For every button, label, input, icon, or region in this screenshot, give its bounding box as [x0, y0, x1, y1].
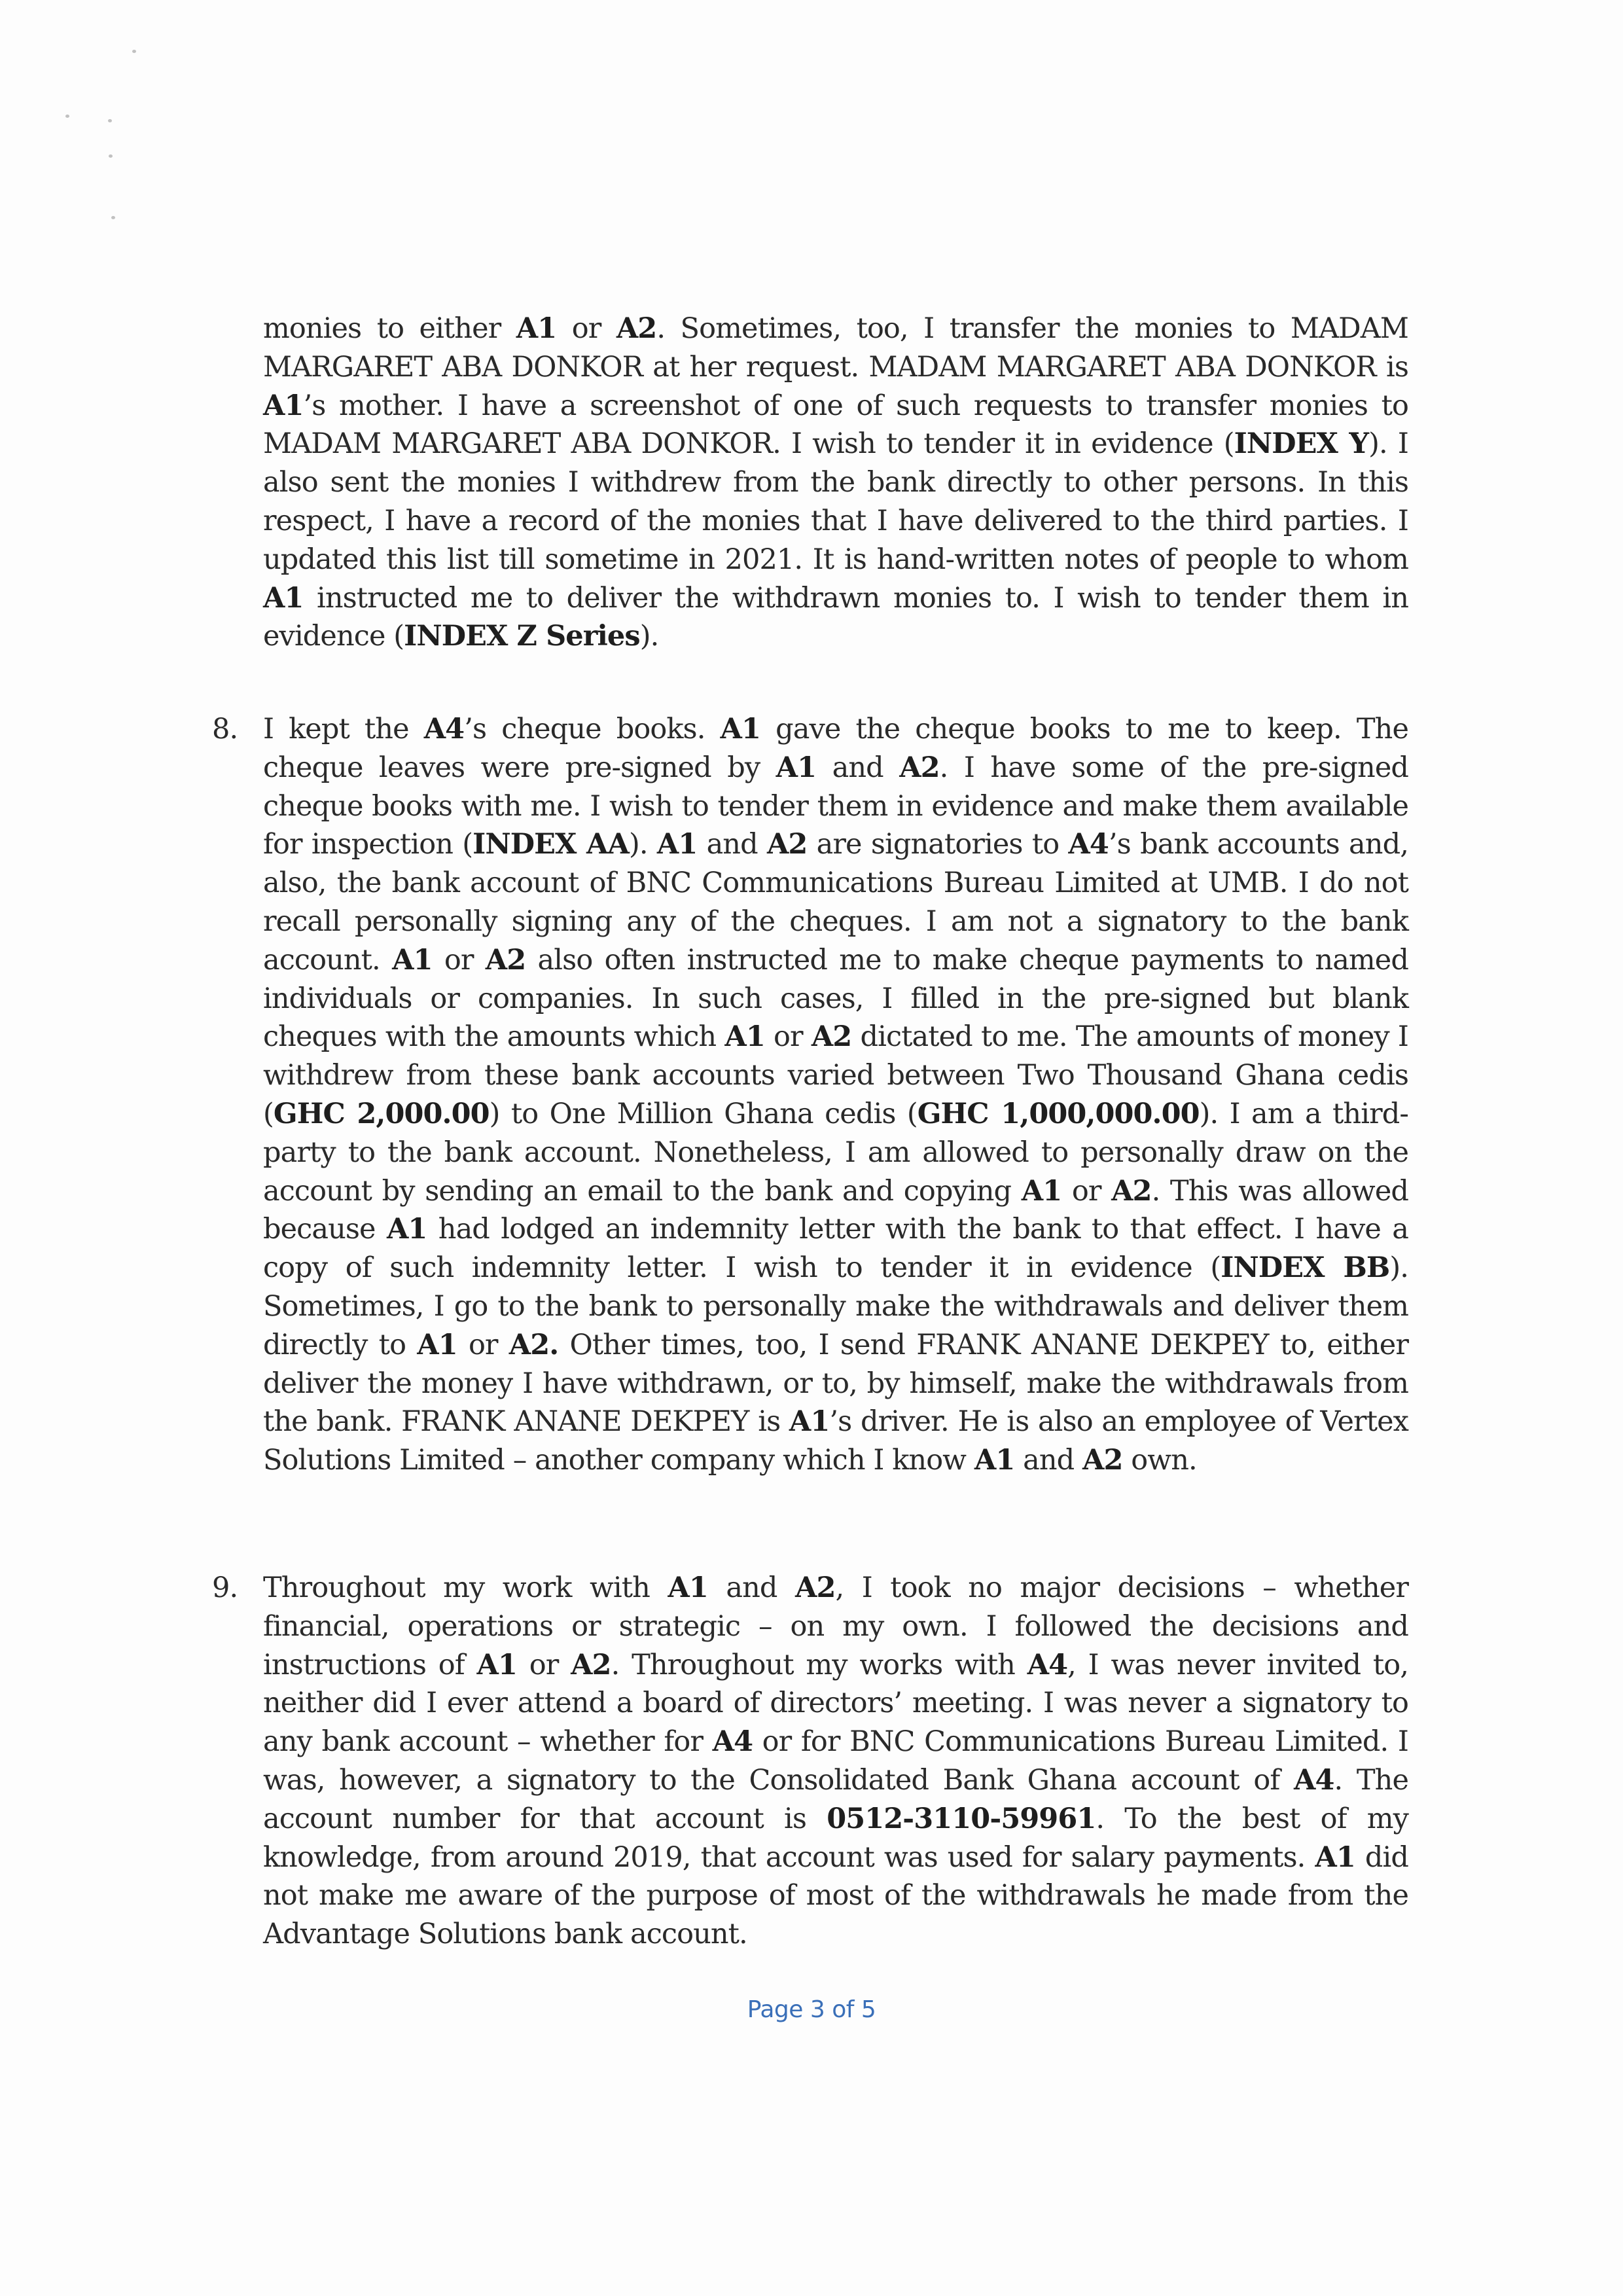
- bold-reference: INDEX BB: [1221, 1251, 1390, 1285]
- bold-reference: A2: [766, 828, 808, 861]
- scan-speck: [108, 119, 112, 122]
- item-number: 8.: [212, 713, 238, 745]
- bold-reference: INDEX Z Series: [404, 620, 640, 653]
- bold-reference: INDEX Y: [1234, 427, 1369, 461]
- bold-reference: A2: [899, 751, 940, 784]
- bold-reference: A1: [516, 312, 557, 345]
- bold-reference: A1: [656, 828, 698, 861]
- bold-reference: A1: [668, 1571, 708, 1604]
- bold-reference: A2: [571, 1648, 611, 1681]
- numbered-item-9: [212, 1569, 1409, 1954]
- bold-reference: A1: [263, 581, 304, 615]
- bold-reference: A1: [789, 1405, 830, 1439]
- bold-reference: A4: [1068, 828, 1109, 861]
- bold-reference: A2: [811, 1020, 852, 1054]
- bold-reference: A2: [485, 943, 526, 977]
- bold-reference: A4: [1027, 1648, 1068, 1681]
- paragraph-text: Throughout my work with A1 and A2, I took no major decisions – whether financial, operations or strategic – on my own. I followed the decisions and instructions of A1 or A2. Throughout my works with A4, I was never invited to, neither did I ever attend a board of directors’ meeting. I was never a signatory to any bank account – whether for A4 or for BNC Communications Bureau Limited. I was, however, a signatory to the Consolidated Bank Ghana account of A4. The account number for that account is 0512-3110-59961. To the best of my knowledge, from around 2019, that account was used for salary payments. A1 did not make me aware of the purpose of most of the withdrawals he made from the Advantage Solutions bank account.: [263, 1571, 1409, 1951]
- item-number: 9.: [212, 1571, 238, 1604]
- bold-reference: A1: [386, 1213, 427, 1246]
- bold-reference: A1: [776, 751, 817, 784]
- bold-reference: A2: [1082, 1444, 1123, 1477]
- paragraph-text: monies to either A1 or A2. Sometimes, too, I transfer the monies to MADAM MARGARET ABA DONKOR at her request. MADAM MARGARET ABA DONKOR is A1’s mother. I have a screenshot of one of such requests to transfer monies to MADAM MARGARET ABA DONKOR. I wish to tender it in evidence (INDEX Y). I also sent the monies I withdrew from the bank directly to other persons. In this respect, I have a record of the monies that I have delivered to the third parties. I updated this list till sometime in 2021. It is hand-written notes of people to whom A1 instructed me to deliver the withdrawn monies to. I wish to tender them in evidence (INDEX Z Series).: [263, 312, 1408, 653]
- bold-reference: A2: [794, 1571, 836, 1604]
- bold-reference: A1: [974, 1444, 1015, 1477]
- bold-reference: A1: [1021, 1174, 1062, 1208]
- bold-reference: A2: [616, 312, 657, 345]
- bold-reference: A2.: [508, 1328, 559, 1361]
- bold-reference: INDEX AA: [473, 828, 629, 861]
- bold-reference: A1: [417, 1328, 457, 1361]
- bold-reference: GHC 2,000.00: [273, 1097, 490, 1130]
- bold-reference: A1: [476, 1648, 517, 1681]
- bold-reference: A4: [712, 1725, 753, 1759]
- bold-reference: A4: [423, 713, 465, 745]
- bold-reference: A2: [1111, 1174, 1152, 1208]
- bold-reference: 0512-3110-59961: [827, 1802, 1096, 1835]
- page-number-footer: Page 3 of 5: [747, 1996, 876, 2023]
- scan-speck: [132, 50, 136, 53]
- bold-reference: A4: [1294, 1763, 1334, 1797]
- bold-reference: A1: [1315, 1840, 1355, 1874]
- continuation-paragraph: [263, 310, 1408, 656]
- paragraph-text: I kept the A4’s cheque books. A1 gave the cheque books to me to keep. The cheque leaves were pre-signed by A1 and A2. I have some of the pre-signed cheque books with me. I wish to tender them in evidence and make them available for inspection (INDEX AA). A1 and A2 are signatories to A4’s bank accounts and, also, the bank account of BNC Communications Bureau Limited at UMB. I do not recall personally signing any of the cheques. I am not a signatory to the bank account. A1 or A2 also often instructed me to make cheque payments to named individuals or companies. In such cases, I filled in the pre-signed but blank cheques with the amounts which A1 or A2 dictated to me. The amounts of money I withdrew from these bank accounts varied between Two Thousand Ghana cedis (GHC 2,000.00) to One Million Ghana cedis (GHC 1,000,000.00). I am a third-party to the bank account. Nonetheless, I am allowed to personally draw on the account by sending an email to the bank and copying A1 or A2. This was allowed because A1 had lodged an indemnity letter with the bank to that effect. I have a copy of such indemnity letter. I wish to tender it in evidence (INDEX BB). Sometimes, I go to the bank to personally make the withdrawals and deliver them directly to A1 or A2. Other times, too, I send FRANK ANANE DEKPEY to, either deliver the money I have withdrawn, or to, by himself, make the withdrawals from the bank. FRANK ANANE DEKPEY is A1’s driver. He is also an employee of Vertex Solutions Limited – another company which I know A1 and A2 own.: [263, 713, 1409, 1477]
- bold-reference: A1: [392, 943, 433, 977]
- bold-reference: A1: [724, 1020, 765, 1054]
- numbered-item-8: [212, 710, 1409, 1480]
- bold-reference: A1: [720, 713, 761, 745]
- bold-reference: A1: [263, 389, 304, 422]
- scan-speck: [111, 216, 115, 219]
- bold-reference: GHC 1,000,000.00: [917, 1097, 1200, 1130]
- scan-speck: [109, 154, 113, 158]
- scan-speck: [65, 115, 69, 118]
